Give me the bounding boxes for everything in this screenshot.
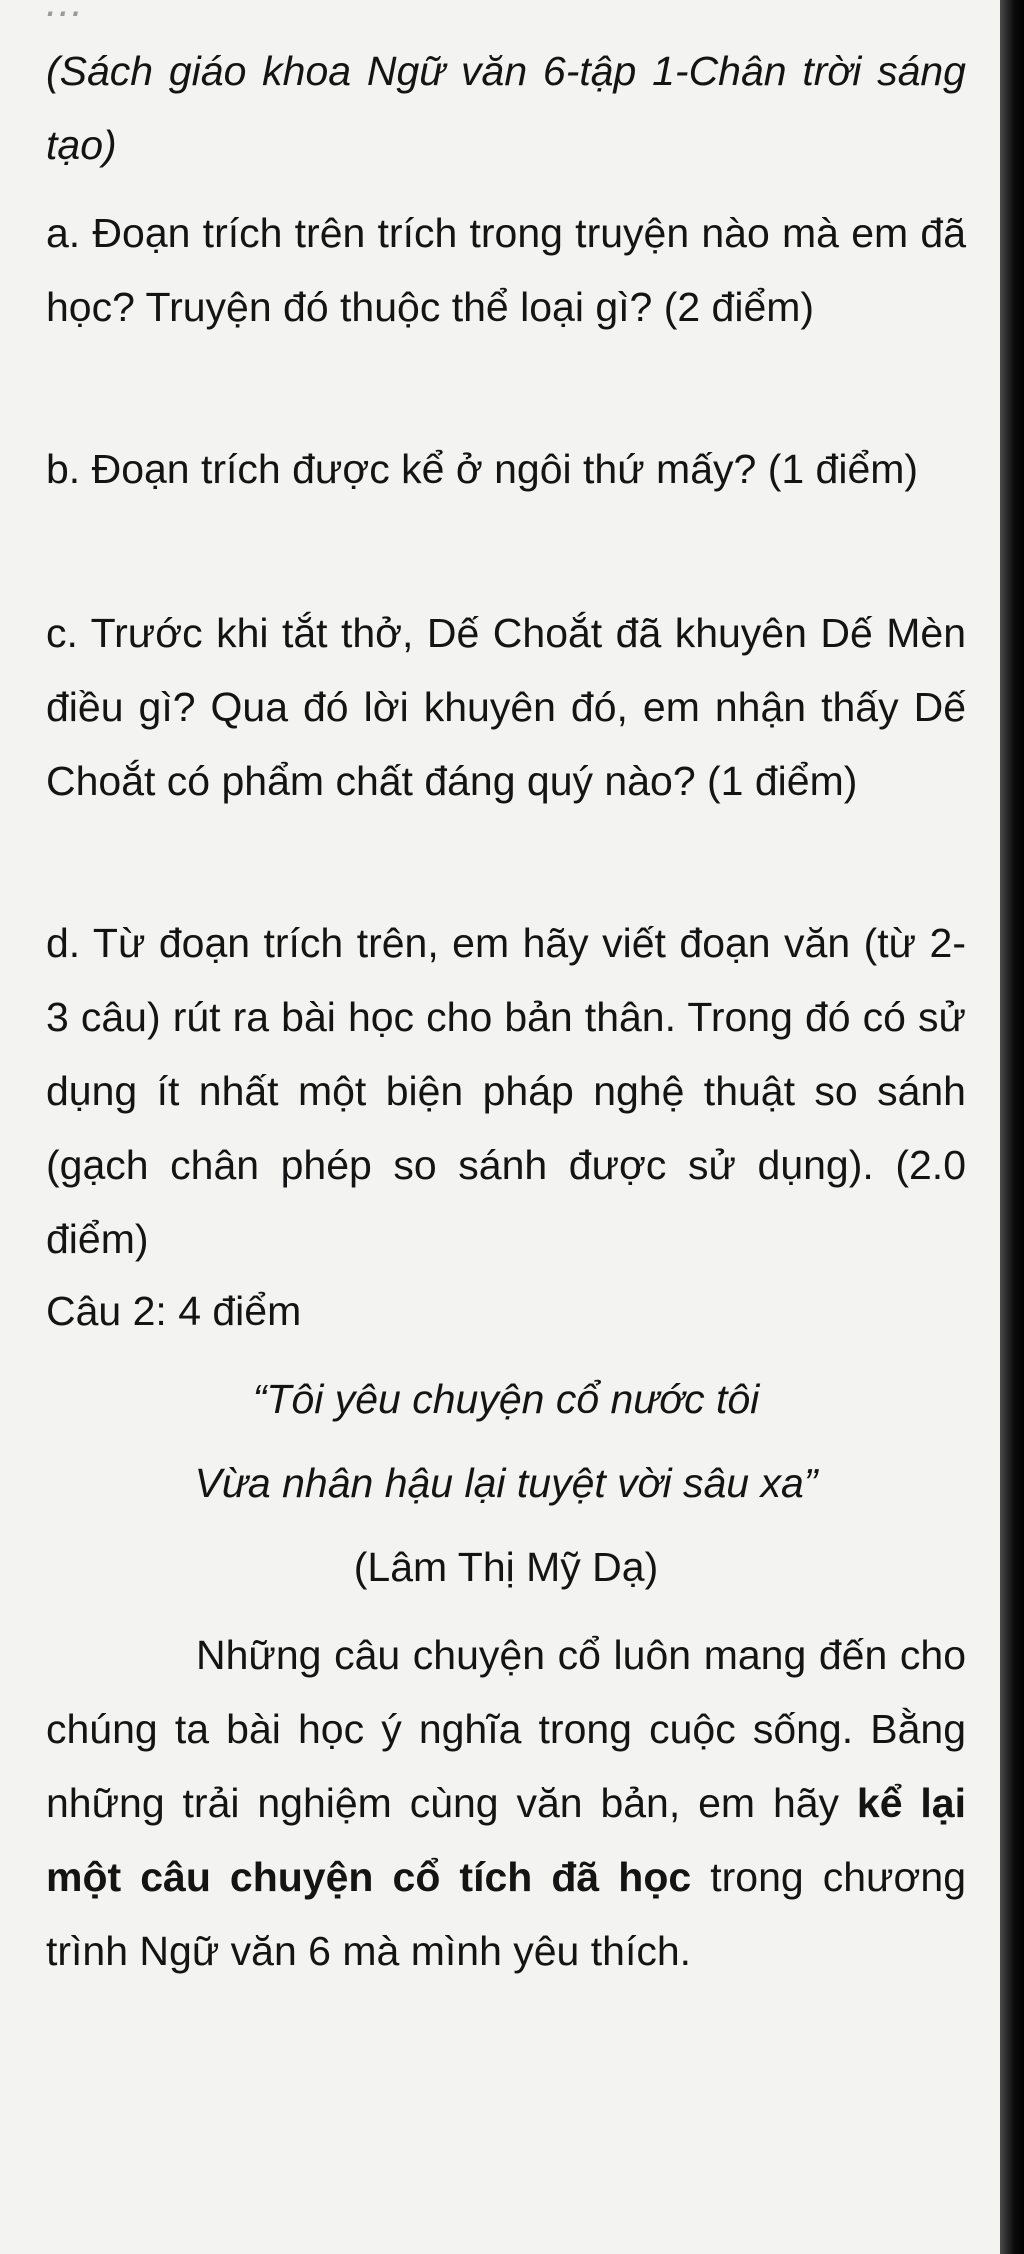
cropped-top-line: ... (46, 0, 85, 25)
essay-prompt-part-1: Những câu chuyện cổ luôn mang đến cho chúng ta bài học ý nghĩa trong cuộc sống. Bằng những trải nghiệm cùng văn bản, em hãy (46, 1632, 966, 1826)
poem-line-1: “Tôi yêu chuyện cổ nước tôi (252, 1376, 760, 1422)
section-heading-cau-2: Câu 2: 4 điểm (46, 1288, 302, 1334)
right-edge-shadow (1000, 0, 1024, 2254)
question-d: d. Từ đoạn trích trên, em hãy viết đoạn văn (từ 2-3 câu) rút ra bài học cho bản thân. Trong đó có sử dụng ít nhất một biện pháp nghệ thuật so sánh (gạch chân phép so sánh được sử dụng). (2.0 điểm) (46, 920, 966, 1262)
essay-prompt (46, 1618, 966, 1988)
essay-prompt-emphasis: kể lại một câu chuyện cổ tích đã học (46, 1780, 966, 1900)
source-note: (Sách giáo khoa Ngữ văn 6-tập 1-Chân trời sáng tạo) (46, 48, 966, 168)
question-b: b. Đoạn trích được kể ở ngôi thứ mấy? (1 điểm) (46, 446, 919, 492)
poem-line-2: Vừa nhân hậu lại tuyệt vời sâu xa” (194, 1460, 818, 1506)
question-a: a. Đoạn trích trên trích trong truyện nào mà em đã học? Truyện đó thuộc thể loại gì? (2 điểm) (46, 210, 966, 330)
essay-prompt-part-2: trong chương trình Ngữ văn 6 mà mình yêu thích. (46, 1854, 966, 1974)
question-c: c. Trước khi tắt thở, Dế Choắt đã khuyên Dế Mèn điều gì? Qua đó lời khuyên đó, em nhận thấy Dế Choắt có phẩm chất đáng quý nào? (1 điểm) (46, 610, 966, 804)
poem-author: (Lâm Thị Mỹ Dạ) (353, 1544, 659, 1590)
